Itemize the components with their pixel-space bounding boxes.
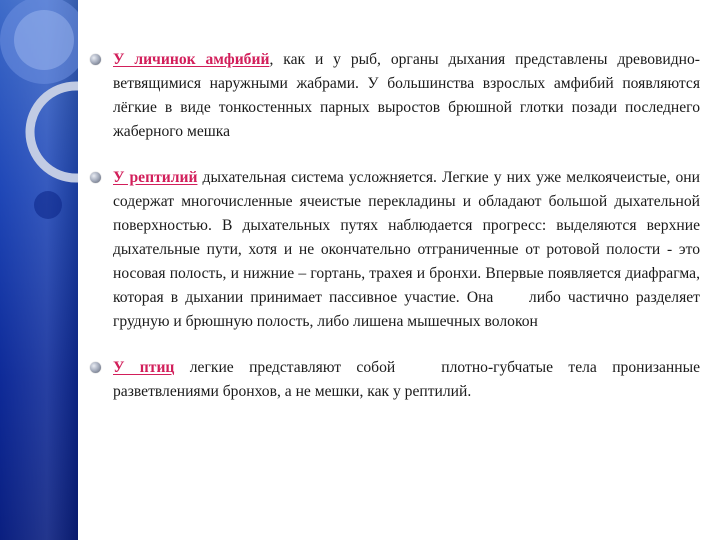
item-text bbox=[113, 356, 704, 404]
decorative-sidebar bbox=[0, 0, 78, 540]
item-heading: У личинок амфибий bbox=[113, 51, 270, 68]
decorative-circle-large-inner bbox=[14, 10, 74, 70]
bullet-icon bbox=[90, 362, 101, 373]
decorative-ring-dark bbox=[34, 191, 62, 219]
bullet-list bbox=[88, 48, 704, 404]
sidebar-decoration bbox=[0, 0, 78, 540]
bullet-icon bbox=[90, 172, 101, 183]
item-heading: У птиц bbox=[113, 359, 175, 376]
list-item-amphibians bbox=[88, 48, 700, 144]
list-item-birds bbox=[88, 356, 704, 404]
decorative-ring bbox=[30, 86, 78, 178]
item-body: , как и у рыб, органы дыхания представлены древовидно-ветвящимися наружными жабрами. У большинства взрослых амфибий появляются лёгкие в виде тонкостенных парных выростов брюшной глотки позади последнего жаберного мешка bbox=[113, 51, 700, 140]
bullet-icon bbox=[90, 54, 101, 65]
item-heading: У рептилий bbox=[113, 169, 198, 186]
item-body: дыхательная система усложняется. Легкие у них уже мелкоячеистые, они содержат многочисленные ячеистые перекладины и обладают большой дыхательной поверхностью. В дыхательных путях наблюдается прогресс: выделяются верхние дыхательные пути, хотя и не окончательно отграниченные от ротовой полости - это носовая полость, и нижние – гортань, трахея и бронхи. Впервые появляется диафрагма, которая в дыхании принимает пассивное участие. Она либо частично разделяет грудную и брюшную полость, либо лишена мышечных волокон bbox=[113, 169, 704, 330]
item-text bbox=[113, 48, 700, 144]
list-item-reptiles bbox=[88, 166, 704, 334]
item-body: легкие представляют собой плотно-губчатые тела пронизанные разветвлениями бронхов, а не мешки, как у рептилий. bbox=[113, 359, 704, 400]
item-text bbox=[113, 166, 704, 334]
